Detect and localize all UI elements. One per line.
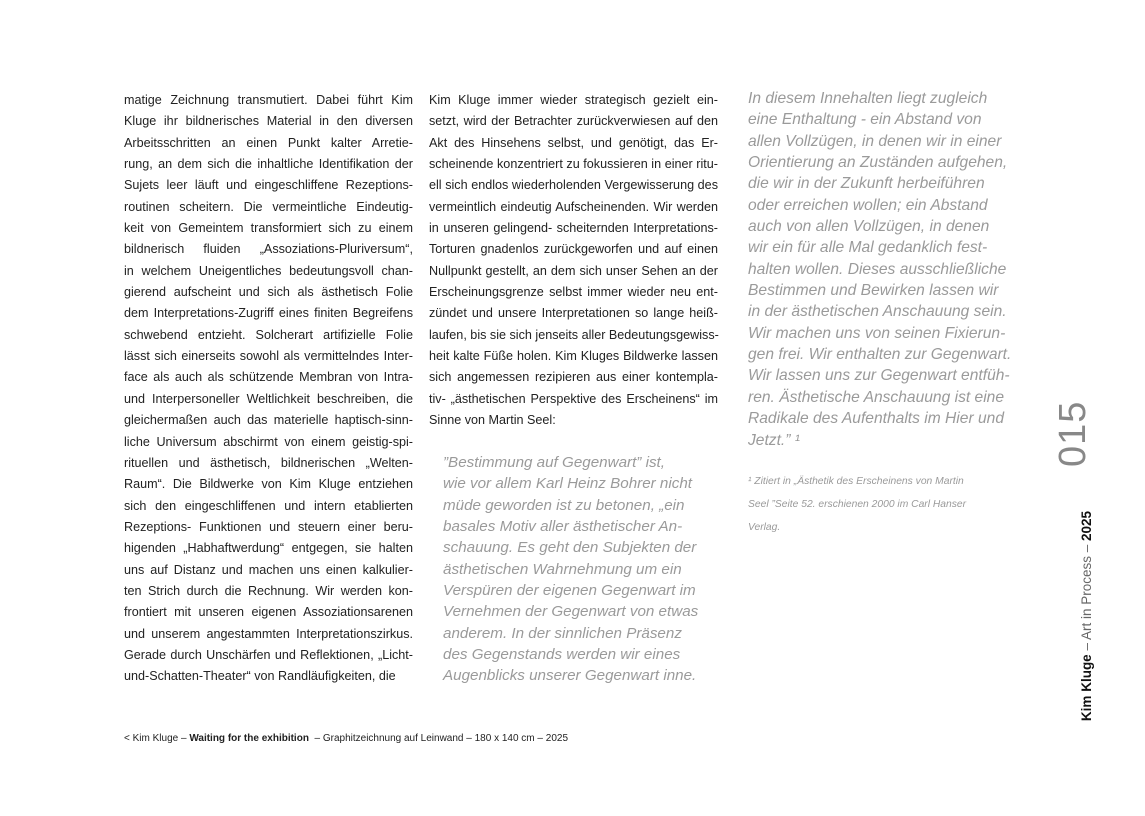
text-line: scheinende konzentriert zu fokussieren in einer ritu- [429, 157, 718, 172]
text-line: vermeintlich eindeutig Aufscheinenden. Wir werden [429, 199, 718, 214]
pull-quote-2 [748, 88, 1010, 451]
text-line: des Gegenstands werden wir eines [443, 646, 681, 664]
text-line: laufen, bis sie sich jenseits aller Bedeutungsgewiss- [429, 327, 719, 342]
text-line: gen frei. Wir enthalten zur Gegenwart. [748, 346, 1012, 364]
text-line: ”Bestimmung auf Gegenwart” ist, [443, 454, 665, 471]
text-line: Orientierung an Zuständen aufgehen, [748, 154, 1008, 172]
image-caption [124, 733, 568, 744]
text-line: Vernehmen der Gegenwart von etwas [443, 603, 699, 621]
text-line: oder erreichen wollen; ein Abstand [748, 196, 988, 214]
text-line: Akt des Hinsehens selbst, und genötigt, das Er- [429, 135, 718, 150]
text-line: gleichermaßen auch das materielle haptisch-sinn- [124, 413, 413, 428]
text-line: rung, an dem sich die inhaltliche Identifikation der [124, 157, 413, 172]
running-head-series: – Art in Process – [1079, 540, 1094, 655]
running-head-author: Kim Kluge [1079, 654, 1094, 722]
text-line: und-Schatten-Theater“ von Randläufigkeiten, die [124, 669, 396, 684]
text-line: in welchem Uneigentliches bedeutungsvoll chan- [124, 263, 413, 278]
running-head-year: 2025 [1079, 510, 1094, 541]
text-line: tiv- „ästhetischen Perspektive des Erscheinens“ im [429, 391, 718, 406]
text-line: auch von allen Vollzügen, in denen [748, 218, 990, 236]
caption-details: – Graphitzeichnung auf Leinwand – 180 x 140 cm – 2025 [308, 733, 569, 744]
text-line: wir ein für alle Mal gedanklich fest- [748, 239, 988, 257]
text-line: Kim Kluge immer wieder strategisch gezielt ein- [429, 93, 718, 107]
text-line: Sujets leer läuft und eingeschliffene Rezeptions- [124, 178, 413, 193]
text-line: uns auf Distanz und machen uns einen kalkulier- [124, 562, 413, 577]
text-line: dem Interpretations-Zugriff eines finiten Begreifens [124, 306, 413, 321]
text-line: die wir in der Zukunft herbeiführen [748, 175, 985, 193]
text-line: keit von Gemeintem transformiert sich zu einem [124, 221, 413, 236]
text-line: Wir machen uns von seinen Fixierun- [748, 324, 1006, 342]
text-line: wie vor allem Karl Heinz Bohrer nicht [443, 475, 692, 493]
text-line: in unseren gelingend- scheiternden Interpretations- [429, 221, 718, 236]
text-line: ell sich endlos wiederholenden Vergewisserung des [429, 178, 718, 193]
pull-quote-1 [443, 452, 708, 687]
text-line: basales Motiv aller ästhetischer An- [443, 518, 683, 536]
text-line: Arbeitsschritten an einen Punkt kalter Arretie- [124, 135, 413, 150]
text-line: Verlag. [748, 522, 781, 533]
running-head [1079, 491, 1095, 741]
text-line: In diesem Innehalten liegt zugleich [748, 90, 988, 107]
text-line: Sinne von Martin Seel: [429, 413, 556, 428]
text-line: zündet und unsere Interpretationen so lange heiß- [429, 306, 718, 321]
text-line: bildnerisch fluiden „Assoziations-Pluriversum“, [124, 242, 413, 257]
text-line: ten Strich durch die Rechnung. Wir werden kon- [124, 583, 413, 598]
text-line: Seel ”Seite 52. erschienen 2000 im Carl Hanser [748, 499, 967, 510]
text-line: matige Zeichnung transmutiert. Dabei führt Kim [124, 93, 413, 107]
text-line: anderem. In der sinnlichen Präsenz [443, 624, 682, 642]
text-line: ästhetischen Wahrnehmung um ein [443, 560, 682, 578]
text-line: higenden „Habhaftwerdung“ entgegen, sie halten [124, 541, 413, 556]
text-line: Erscheinungsgrenze selbst immer wieder neu ent- [429, 285, 718, 300]
body-column-2 [429, 90, 718, 432]
footnote [748, 470, 1018, 539]
text-line: Torturen gnadenlos zurückgeworfen und auf einen [429, 242, 718, 257]
text-line: schwebend entzieht. Solcherart artifizielle Folie [124, 327, 413, 342]
caption-prefix: < Kim Kluge – [124, 733, 190, 744]
text-line: sich den eingeschliffenen und intern etablierten [124, 498, 413, 513]
text-line: face als auch als schützende Membran von Intra- [124, 370, 413, 385]
text-line: sich angemessen rezipieren aus einer kontempla- [429, 370, 718, 385]
text-line: Radikale des Aufenthalts im Hier und [748, 410, 1004, 428]
text-line: halten wollen. Dieses ausschließliche [748, 260, 1007, 278]
text-line: eine Enthaltung - ein Abstand von [748, 111, 982, 129]
text-line: gierend aufscheint und sich als ästhetisch Folie [124, 285, 413, 300]
text-line: ren. Ästhetische Anschauung ist eine [748, 388, 1005, 406]
text-line: rituellen und ästhetisch, bildnerischen „Welten- [124, 455, 413, 470]
text-line: Wir lassen uns zur Gegenwart entfüh- [748, 367, 1010, 385]
text-line: und Interpersoneller Weltlichkeit beschreiben, die [124, 391, 413, 406]
text-line: in der ästhetischen Anschauung sein. [748, 303, 1007, 321]
text-line: und unserem angestammten Interpretationszirkus. [124, 626, 413, 641]
text-line: setzt, wird der Betrachter zurückverwiesen auf den [429, 114, 718, 129]
text-line: frontiert mit unseren eigenen Assoziationsarenen [124, 605, 413, 620]
page-number: 015 [1052, 400, 1094, 467]
body-column-1 [124, 90, 413, 688]
text-line: ¹ Zitiert in „Ästhetik des Erscheinens von Martin [748, 476, 964, 487]
text-line: heit kalte Füße holen. Kim Kluges Bildwerke lassen [429, 349, 718, 364]
text-line: schauung. Es geht den Subjekten der [443, 539, 697, 557]
text-line: Verspüren der eigenen Gegenwart im [443, 582, 696, 600]
caption-title: Waiting for the exhibition [189, 733, 309, 744]
text-line: Nullpunkt gestellt, an dem sich unser Sehen an der [429, 263, 718, 278]
text-line: allen Vollzügen, in denen wir in einer [748, 132, 1002, 150]
text-line: routinen scheitern. Die vermeintliche Eindeutig- [124, 199, 413, 214]
text-line: Jetzt.” ¹ [748, 431, 800, 449]
text-line: Augenblicks unserer Gegenwart inne. [443, 667, 697, 685]
text-line: Raum“. Die Bildwerke von Kim Kluge entziehen [124, 477, 413, 492]
text-line: Kluge ihr bildnerisches Material in den diversen [124, 114, 413, 129]
text-line: müde geworden ist zu betonen, „ein [443, 496, 685, 514]
text-line: liche Universum abschirmt von einem geistig-spi- [124, 434, 413, 449]
text-line: Bestimmen und Bewirken lassen wir [748, 282, 999, 300]
text-line: Gerade durch Unschärfen und Reflektionen, „Licht- [124, 647, 413, 662]
text-line: lässt sich einerseits sowohl als vermittelndes Inter- [124, 349, 413, 364]
text-line: Rezeptions- Funktionen und steuern einer beru- [124, 519, 413, 534]
